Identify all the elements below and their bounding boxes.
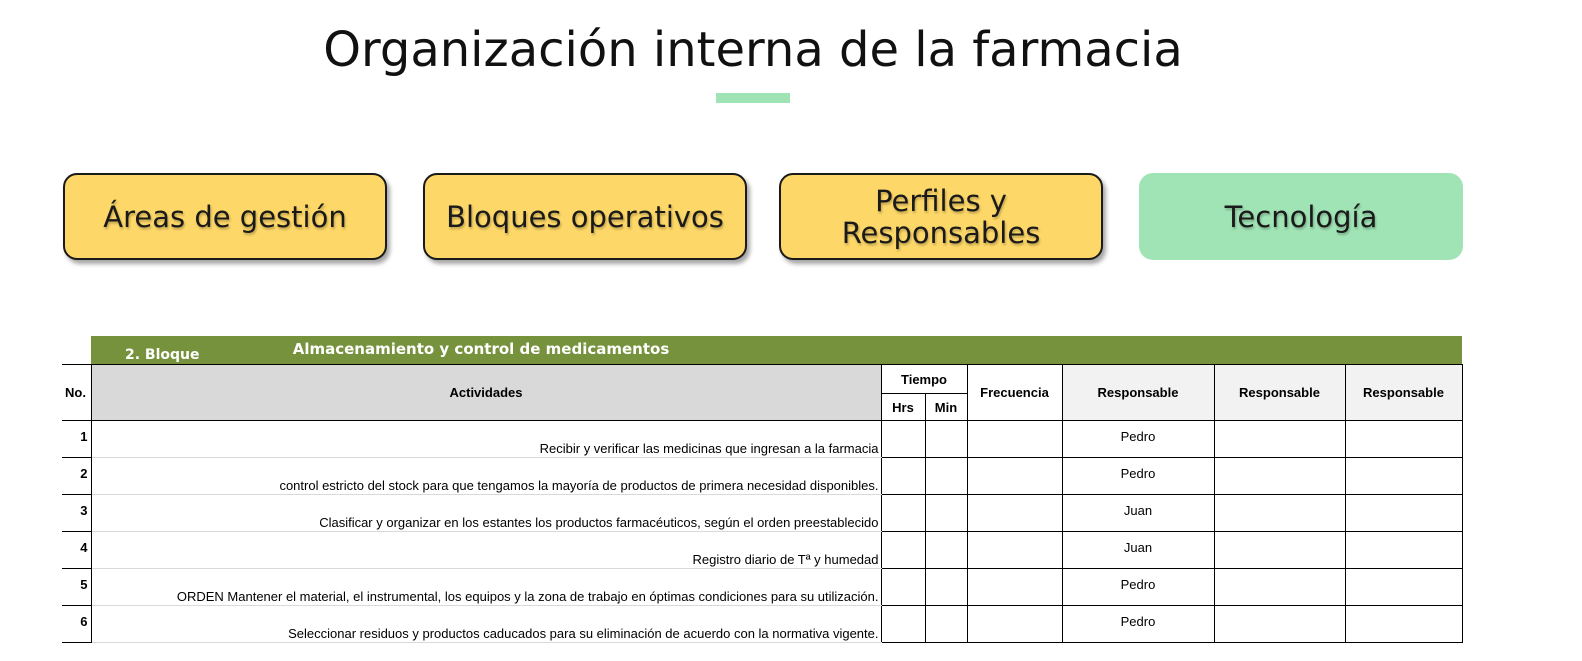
row-number: 1: [62, 421, 91, 458]
row-responsible-2: [1214, 458, 1345, 495]
row-min: [925, 606, 967, 643]
row-activity: ORDEN Mantener el material, el instrumental, los equipos y la zona de trabajo en óptimas condiciones para su utilización.: [91, 569, 881, 606]
row-number: 6: [62, 606, 91, 643]
row-activity: Registro diario de Tª y humedad: [91, 532, 881, 569]
row-responsible-2: [1214, 569, 1345, 606]
row-responsible-2: [1214, 606, 1345, 643]
row-number: 4: [62, 532, 91, 569]
row-frequency: [967, 606, 1062, 643]
row-hrs: [881, 421, 925, 458]
row-min: [925, 569, 967, 606]
row-responsible-2: [1214, 495, 1345, 532]
row-number: 3: [62, 495, 91, 532]
row-responsible: Pedro: [1062, 606, 1214, 643]
header-activities: Actividades: [91, 365, 881, 421]
nav-button-label: Perfiles y Responsables: [841, 183, 1041, 250]
table-row: [62, 495, 1462, 532]
row-activity: control estricto del stock para que tengamos la mayoría de productos de primera necesidad disponibles.: [91, 458, 881, 495]
header-hrs: Hrs: [881, 394, 925, 421]
page-title: Organización interna de la farmacia: [323, 22, 1183, 78]
row-activity: Clasificar y organizar en los estantes los productos farmacéuticos, según el orden preestablecido: [91, 495, 881, 532]
title-underline: [716, 93, 790, 103]
nav-button-bloques-operativos[interactable]: Bloques operativos: [423, 173, 747, 260]
row-frequency: [967, 569, 1062, 606]
row-responsible: Pedro: [1062, 458, 1214, 495]
row-number: 2: [62, 458, 91, 495]
row-frequency: [967, 458, 1062, 495]
row-hrs: [881, 495, 925, 532]
table-row: [62, 421, 1462, 458]
header-responsible-2: Responsable: [1214, 365, 1345, 421]
nav-button-perfiles-responsables[interactable]: [779, 173, 1103, 260]
row-hrs: [881, 569, 925, 606]
row-responsible-2: [1214, 532, 1345, 569]
nav-button-tecnologia[interactable]: Tecnología: [1139, 173, 1463, 260]
header-responsible-1: Responsable: [1062, 365, 1214, 421]
header-frequency: Frecuencia: [967, 365, 1062, 421]
table-row: [62, 569, 1462, 606]
row-activity: Recibir y verificar las medicinas que ingresan a la farmacia: [91, 421, 881, 458]
block-title: Almacenamiento y control de medicamentos: [292, 340, 670, 358]
block-band-cell: [91, 336, 1462, 365]
row-activity: Seleccionar residuos y productos caducados para su eliminación de acuerdo con la normativa vigente.: [91, 606, 881, 643]
row-responsible-3: [1345, 421, 1462, 458]
row-responsible-3: [1345, 495, 1462, 532]
row-responsible-3: [1345, 458, 1462, 495]
header-time-label: Tiempo: [901, 371, 947, 387]
header-responsible-3: Responsable: [1345, 365, 1462, 421]
row-responsible-3: [1345, 532, 1462, 569]
row-hrs: [881, 532, 925, 569]
header-time: [881, 365, 967, 394]
header-row: [62, 365, 1462, 394]
spreadsheet: [62, 336, 1462, 641]
table-row: [62, 606, 1462, 643]
row-frequency: [967, 421, 1062, 458]
row-number: 5: [62, 569, 91, 606]
row-responsible-2: [1214, 421, 1345, 458]
row-frequency: [967, 495, 1062, 532]
block-band: [62, 336, 1462, 365]
table-row: [62, 458, 1462, 495]
row-hrs: [881, 606, 925, 643]
row-responsible-3: [1345, 569, 1462, 606]
nav-button-areas-gestion[interactable]: Áreas de gestión: [63, 173, 387, 260]
header-min: Min: [925, 394, 967, 421]
row-min: [925, 458, 967, 495]
row-responsible-3: [1345, 606, 1462, 643]
row-hrs: [881, 458, 925, 495]
row-min: [925, 532, 967, 569]
row-responsible: Juan: [1062, 532, 1214, 569]
row-frequency: [967, 532, 1062, 569]
row-responsible: Pedro: [1062, 569, 1214, 606]
row-min: [925, 421, 967, 458]
header-no: No.: [62, 365, 91, 421]
row-responsible: Juan: [1062, 495, 1214, 532]
table-row: [62, 532, 1462, 569]
block-label: 2. Bloque: [125, 347, 200, 363]
activities-table: [62, 336, 1463, 643]
row-responsible: Pedro: [1062, 421, 1214, 458]
row-min: [925, 495, 967, 532]
